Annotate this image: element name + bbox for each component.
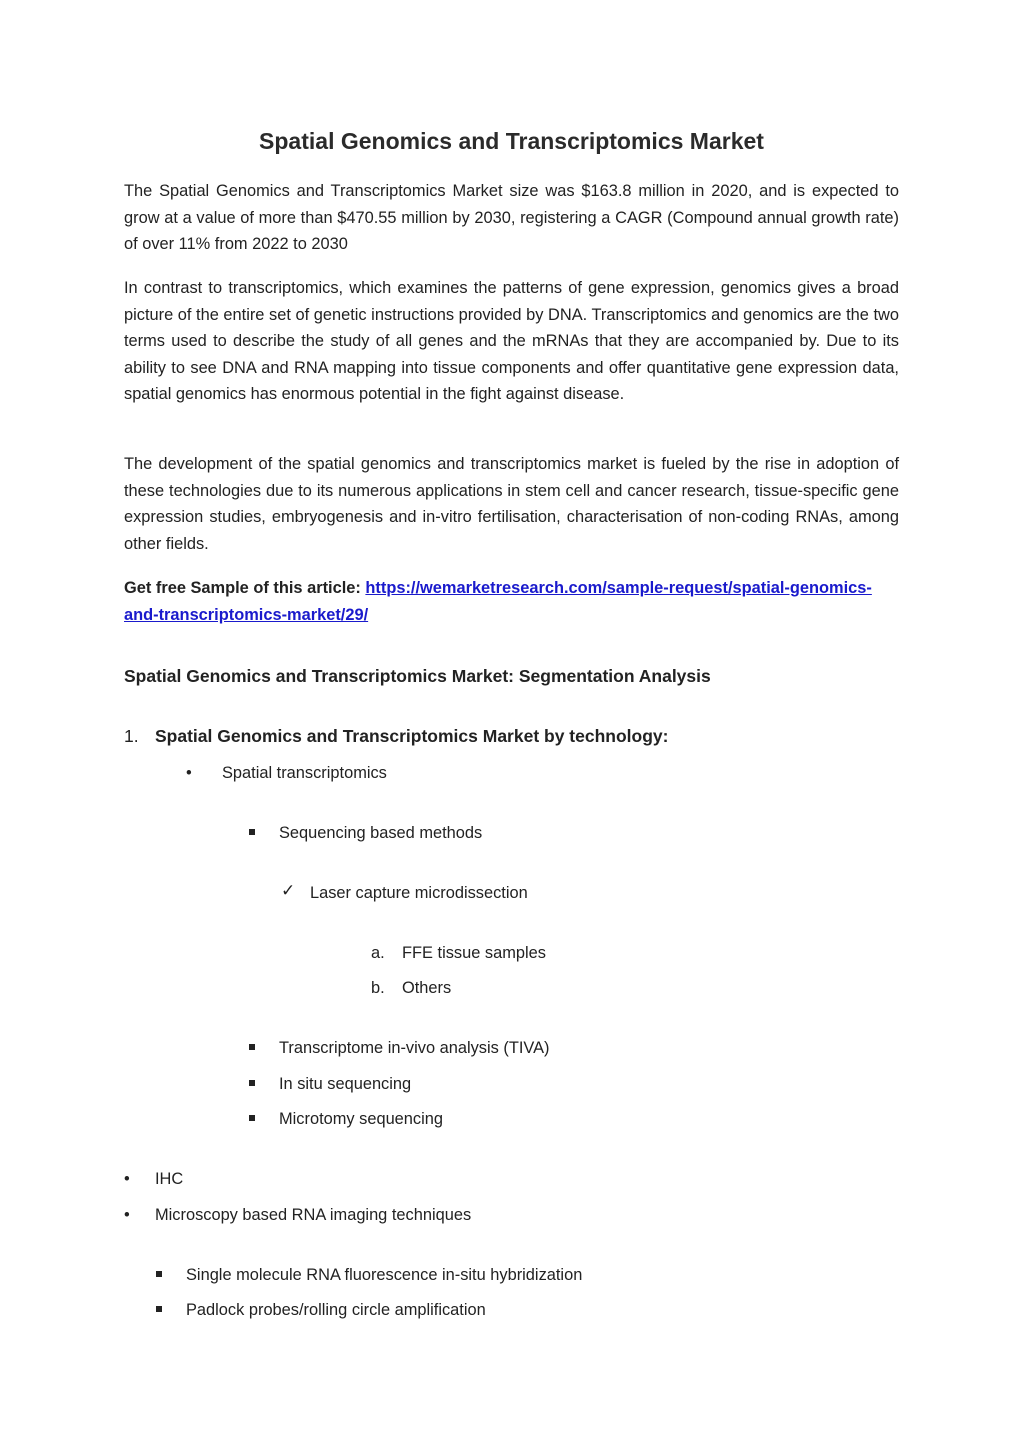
sample-label: Get free Sample of this article: (124, 579, 366, 597)
page-title: Spatial Genomics and Transcriptomics Market (259, 128, 764, 154)
check-icon: ✓ (281, 881, 296, 900)
list-item-padlock: Padlock probes/rolling circle amplification (186, 1301, 486, 1319)
sample-link-line1: https://wemarketresearch.com/sample-request/spatial-genomics- (365, 579, 872, 597)
list-item-ffe: FFE tissue samples (402, 944, 546, 962)
list-item-ihc: IHC (155, 1170, 184, 1188)
list-item-smfish: Single molecule RNA fluorescence in-situ hybridization (186, 1266, 583, 1284)
list-item-in-situ: In situ sequencing (279, 1075, 412, 1093)
list-item-tiva: Transcriptome in-vivo analysis (TIVA) (279, 1039, 550, 1057)
paragraph-development: The development of the spatial genomics and transcriptomics market is fueled by the rise in adoption of these technologies due to its numerous applications in stem cell and cancer research, tissue-specific gene expression studies, embryogenesis and in-vitro fertilisation, characterisation of non-coding RNAs, among other fields. (124, 455, 899, 553)
list-item-spatial-transcriptomics: Spatial transcriptomics (222, 764, 387, 782)
square-bullet-icon (156, 1306, 162, 1312)
list-marker-b: b. (371, 979, 385, 997)
sample-link-line2: and-transcriptomics-market/29/ (124, 605, 369, 624)
square-bullet-icon (249, 829, 255, 835)
list-marker-a: a. (371, 944, 385, 962)
list-item-sequencing-based: Sequencing based methods (279, 824, 483, 842)
bullet-icon: • (124, 1206, 130, 1224)
square-bullet-icon (156, 1271, 162, 1277)
list-item-laser-capture: Laser capture microdissection (310, 884, 528, 902)
square-bullet-icon (249, 1044, 255, 1050)
list-item-microtomy: Microtomy sequencing (279, 1110, 443, 1128)
paragraph-contrast: In contrast to transcriptomics, which examines the patterns of gene expression, genomics gives a broad picture of the entire set of genetic instructions provided by DNA. Transcriptomics and genomics are the two terms used to describe the study of all genes and the mRNAs that they are accompanied by. Due to its ability to see DNA and RNA mapping into tissue components and offer quantitative gene expression data, spatial genomics has enormous potential in the fight against disease. (124, 279, 899, 404)
square-bullet-icon (249, 1080, 255, 1086)
square-bullet-icon (249, 1115, 255, 1121)
list-item-others: Others (402, 979, 452, 997)
bullet-icon: • (186, 764, 192, 782)
bullet-icon: • (124, 1170, 130, 1188)
section-1-heading: Spatial Genomics and Transcriptomics Market by technology: (155, 726, 669, 746)
list-item-microscopy: Microscopy based RNA imaging techniques (155, 1206, 472, 1224)
segmentation-heading: Spatial Genomics and Transcriptomics Market: Segmentation Analysis (124, 666, 711, 686)
section-1-number: 1. (124, 726, 139, 746)
paragraph-market-size: The Spatial Genomics and Transcriptomics Market size was $163.8 million in 2020, and is expected to grow at a value of more than $470.55 million by 2030, registering a CAGR (Compound annual growth rate) of over 11% from 2022 to 2030 (124, 182, 899, 254)
sample-request (124, 575, 899, 628)
